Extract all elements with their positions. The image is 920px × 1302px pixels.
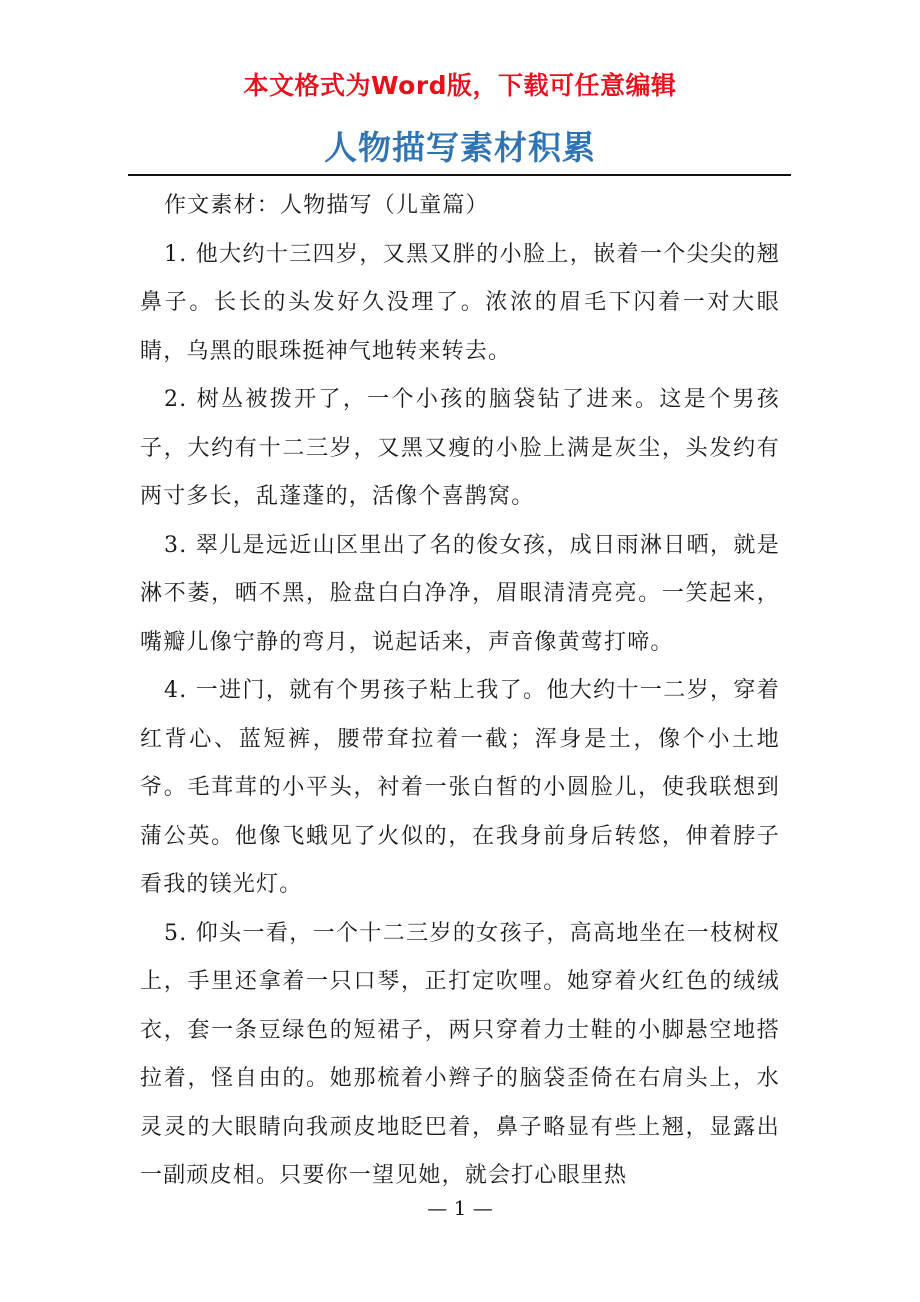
format-notice-banner: 本文格式为Word版，下载可任意编辑	[243, 71, 677, 100]
title-divider	[128, 174, 791, 176]
document-title: 人物描写素材积累	[324, 128, 596, 167]
paragraph-2: 2. 树丛被拨开了，一个小孩的脑袋钻了进来。这是个男孩子，大约有十二三岁，又黑又瘦的小脸上满是灰尘，头发约有两寸多长，乱蓬蓬的，活像个喜鹊窝。	[140, 387, 780, 509]
paragraph-1: 1. 他大约十三四岁，又黑又胖的小脸上，嵌着一个尖尖的翘鼻子。长长的头发好久没理了。浓浓的眉毛下闪着一对大眼睛，乌黑的眼珠挺神气地转来转去。	[140, 241, 780, 364]
paragraph-3: 3. 翠儿是远近山区里出了名的俊女孩，成日雨淋日晒，就是淋不萎，晒不黑，脸盘白白净净，眉眼清清亮亮。一笑起来，嘴瓣儿像宁静的弯月，说起话来，声音像黄莺打啼。	[140, 532, 780, 655]
document-body	[140, 182, 780, 1201]
paragraph-4: 4. 一进门，就有个男孩子粘上我了。他大约十一二岁，穿着红背心、蓝短裤，腰带耷拉着一截；浑身是土，像个小土地爷。毛茸茸的小平头，衬着一张白皙的小圆脸儿，使我联想到蒲公英。他像飞蛾见了火似的，在我身前身后转悠，伸着脖子看我的镁光灯。	[140, 678, 780, 897]
page-number: — 1 —	[427, 1196, 493, 1220]
paragraph-5: 5. 仰头一看，一个十二三岁的女孩子，高高地坐在一枝树杈上，手里还拿着一只口琴，正打定吹哩。她穿着火红色的绒绒衣，套一条豆绿色的短裙子，两只穿着力士鞋的小脚悬空地搭拉着，怪自由的。她那梳着小辫子的脑袋歪倚在右肩头上，水灵灵的大眼睛向我顽皮地眨巴着，鼻子略显有些上翘，显露出一副顽皮相。只要你一望见她，就会打心眼里热	[140, 920, 780, 1188]
paragraph-subtitle: 作文素材：人物描写（儿童篇）	[164, 193, 489, 218]
